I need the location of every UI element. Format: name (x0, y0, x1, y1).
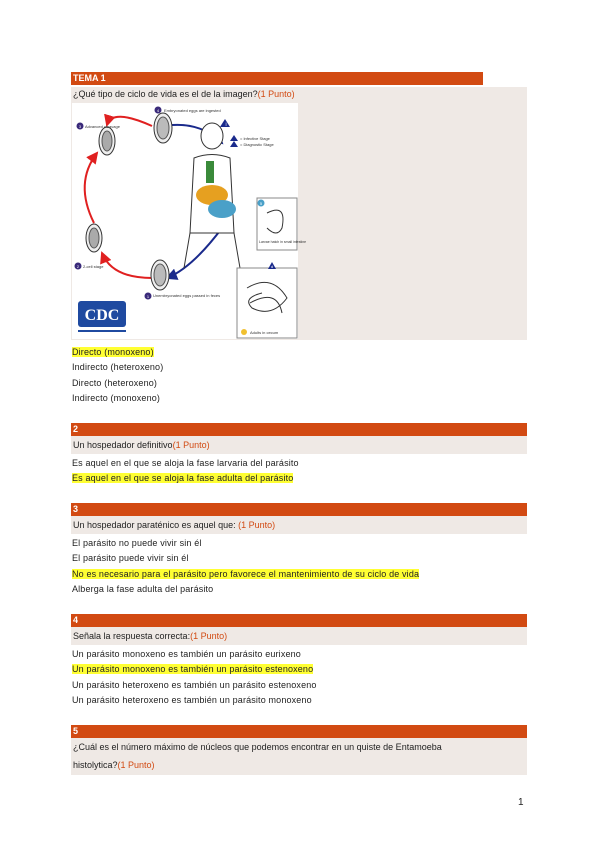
answer-option[interactable] (72, 472, 293, 484)
legend-infective: = Infective Stage (240, 136, 270, 141)
legend (220, 119, 274, 147)
section-header-5 (71, 725, 527, 738)
label-adv: Advanced cleavage (85, 124, 120, 129)
answer-option[interactable] (72, 679, 317, 691)
section-number: 3 (73, 504, 79, 514)
option-text: El parásito puede vivir sin él (72, 553, 189, 563)
answer-option[interactable] (72, 568, 419, 580)
option-text: Es aquel en el que se aloja la fase adulta del parásito (72, 473, 294, 483)
arrow-red (85, 153, 97, 223)
answer-option[interactable] (72, 537, 202, 549)
option-text: Indirecto (monoxeno) (72, 393, 161, 403)
answer-option[interactable] (72, 346, 154, 358)
life-cycle-figure (72, 103, 307, 339)
label-larvae: Larvae hatch in small intestine (259, 240, 307, 244)
answer-option[interactable] (72, 694, 312, 706)
question-box-5 (71, 738, 527, 775)
option-text: No es necesario para el parásito pero favorece el mantenimiento de su ciclo de vida (72, 569, 420, 579)
egg-icon (99, 127, 115, 155)
egg-icon (154, 113, 172, 143)
points-label: (1 Punto) (238, 520, 276, 530)
option-text: Es aquel en el que se aloja la fase larvaria del parásito (72, 458, 299, 468)
question-text: Un hospedador paraténico es aquel que: (73, 520, 239, 530)
step-num: 2 (76, 264, 80, 269)
page-number: 1 (518, 797, 524, 808)
option-text: Indirecto (heteroxeno) (72, 362, 164, 372)
section-header-4 (71, 614, 527, 627)
tri-label: i (225, 122, 227, 128)
logo-text: CDC (84, 307, 120, 324)
legend-diagnostic: = Diagnostic Stage (240, 142, 274, 147)
life-cycle-diagram (72, 103, 307, 339)
answer-option[interactable] (72, 552, 189, 564)
answer-option[interactable] (72, 648, 301, 660)
label-2cell: 2-cell stage (83, 264, 104, 269)
egg-icon (86, 224, 102, 252)
section-number: 2 (73, 424, 79, 434)
option-text: Un parásito monoxeno es también un parásito eurixeno (72, 649, 301, 659)
cdc-logo (77, 298, 127, 336)
question-text: ¿Cuál es el número máximo de núcleos que podemos encontrar en un quiste de Entamoeba (73, 742, 442, 752)
label-embryo: Embryonated eggs are ingested (164, 108, 221, 113)
section-header-2 (71, 423, 527, 436)
points-label: (1 Punto) (172, 440, 210, 450)
points-label: (1 Punto) (117, 760, 155, 770)
arrow-blue (167, 228, 222, 278)
answer-option[interactable] (72, 583, 213, 595)
option-text: Directo (heteroxeno) (72, 378, 158, 388)
question-text: ¿Qué tipo de ciclo de vida es el de la imagen? (73, 89, 258, 99)
answer-option[interactable] (72, 361, 163, 373)
answer-option[interactable] (72, 392, 160, 404)
points-label: (1 Punto) (257, 89, 295, 99)
question-box-4 (71, 627, 527, 645)
step-num: 3 (78, 124, 82, 129)
answer-option[interactable] (72, 377, 157, 389)
option-text: El parásito no puede vivir sin él (72, 538, 202, 548)
option-text: Alberga la fase adulta del parásito (72, 584, 214, 594)
step-num: 5 (259, 201, 263, 206)
points-label: (1 Punto) (190, 631, 228, 641)
answer-option[interactable] (72, 663, 313, 675)
question-box-3 (71, 516, 527, 534)
question-text: Un hospedador definitivo (73, 440, 173, 450)
question-text-cont: histolytica? (73, 760, 118, 770)
question-box-2 (71, 436, 527, 454)
arrow-red (102, 253, 152, 278)
step-num: 4 (156, 108, 160, 113)
section-number: 5 (73, 726, 79, 736)
option-text: Un parásito monoxeno es también un parásito estenoxeno (72, 664, 314, 674)
section-header-1 (71, 72, 483, 85)
answer-option[interactable] (72, 457, 299, 469)
label-adults: Adults in cecum (250, 330, 279, 335)
question-text: Señala la respuesta correcta: (73, 631, 191, 641)
adults-inset (237, 262, 297, 338)
section-header-3 (71, 503, 527, 516)
step-num: 1 (146, 294, 150, 299)
section-number: 4 (73, 615, 79, 625)
label-unembryo: Unembryonated eggs passed in feces (153, 293, 221, 298)
egg-icon (151, 260, 169, 290)
option-text: Un parásito heteroxeno es también un parásito estenoxeno (72, 680, 317, 690)
tri-label: d (270, 264, 274, 269)
section-title: TEMA 1 (73, 73, 106, 83)
option-text: Directo (monoxeno) (72, 347, 154, 357)
option-text: Un parásito heteroxeno es también un parásito monoxeno (72, 695, 312, 705)
